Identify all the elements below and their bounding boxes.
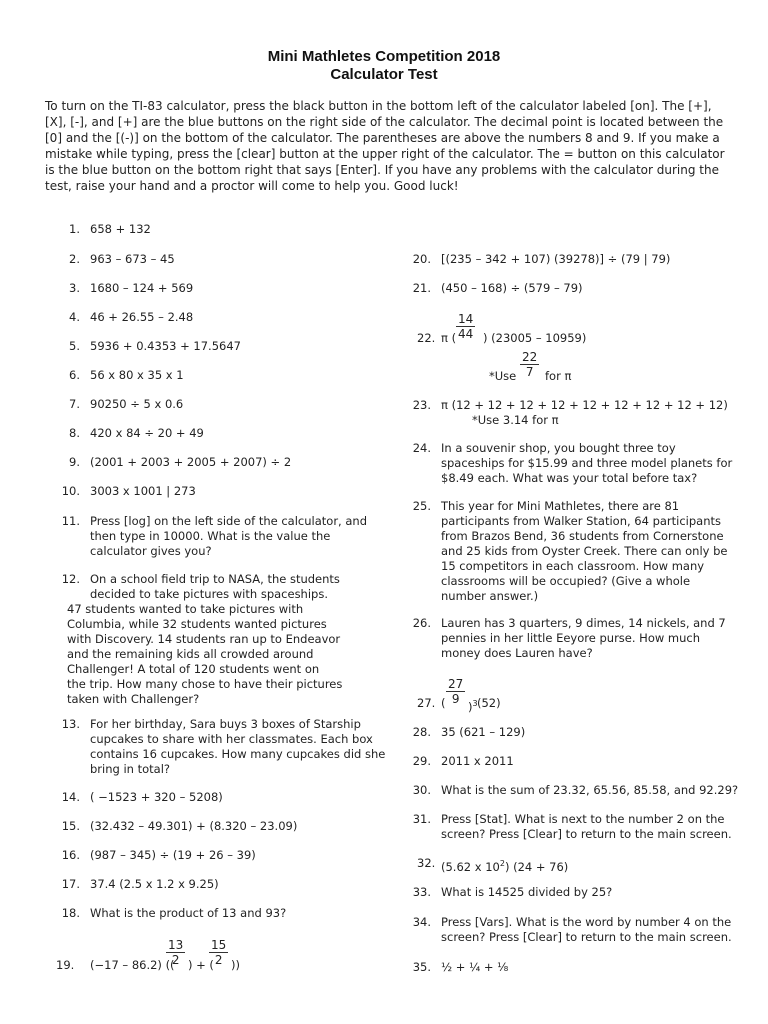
page-title: Mini Mathletes Competition 2018 (267, 48, 501, 65)
denominator: 44 (458, 327, 474, 341)
question-number: 6. (69, 368, 80, 382)
fraction-22-over-7 (520, 350, 539, 379)
question-23 (412, 398, 761, 413)
question-number: 32. (417, 856, 436, 870)
question-22-use-b: for π (545, 369, 572, 383)
question-number: 10. (61, 484, 80, 498)
question-number: 30. (412, 783, 431, 797)
question-number: 22. (417, 331, 436, 345)
question-text: 420 x 84 ÷ 20 + 49 (90, 426, 204, 440)
question-27-text-c: (52) (477, 696, 501, 710)
question-text-line: Columbia, while 32 students wanted pictures (67, 617, 327, 631)
question-text-line: from Brazos Bend, 36 students from Cornerstone (441, 529, 724, 543)
question-text-line: number answer.) (441, 589, 539, 603)
question-27-paren-close: )$^3$ (468, 699, 478, 714)
question-text-line: Press [log] on the left side of the calculator, and (90, 514, 367, 528)
question-7 (56, 397, 390, 412)
question-number: 33. (412, 885, 431, 899)
question-29 (412, 754, 761, 769)
question-8 (56, 426, 390, 441)
question-number: 11. (61, 514, 80, 528)
question-25 (412, 499, 761, 604)
question-number: 23. (412, 398, 431, 412)
question-text-line: This year for Mini Mathletes, there are 81 (441, 499, 680, 513)
question-12 (56, 572, 390, 707)
question-text: 35 (621 – 129) (441, 725, 526, 739)
question-text-line: calculator gives you? (90, 544, 212, 558)
question-text-line: the trip. How many chose to have their pictures (67, 677, 343, 691)
question-text-line: On a school field trip to NASA, the students (90, 572, 340, 586)
exponent: 3 (472, 699, 478, 708)
question-text-line: money does Lauren have? (441, 646, 593, 660)
question-text-line: then type in 10000. What is the value the (90, 529, 331, 543)
question-text-line: $8.49 each. What was your total before tax? (441, 471, 698, 485)
question-text: 963 – 673 – 45 (90, 252, 175, 266)
question-text-line: spaceships for $15.99 and three model planets for (441, 456, 733, 470)
question-number: 13. (61, 717, 80, 731)
question-text: [(235 – 342 + 107) (39278)] ÷ (79 | 79) (441, 252, 671, 266)
question-text-line: with Discovery. 14 students ran up to Endeavor (67, 632, 341, 646)
fraction-14-over-44 (456, 312, 475, 341)
question-6 (56, 368, 390, 383)
question-text-line: pennies in her little Eeyore purse. How much (441, 631, 701, 645)
numerator: 22 (522, 350, 538, 364)
question-text: 56 x 80 x 35 x 1 (90, 368, 184, 382)
question-text: 3003 x 1001 | 273 (90, 484, 196, 498)
question-22-text-a: π ( (441, 331, 457, 345)
question-number: 8. (69, 426, 80, 440)
numerator: 15 (211, 938, 227, 952)
question-27-paren-open: ( (441, 696, 446, 710)
question-text: 2011 x 2011 (441, 754, 514, 768)
question-text: 5936 + 0.4353 + 17.5647 (90, 339, 241, 353)
question-number: 21. (412, 281, 431, 295)
question-33 (412, 885, 761, 900)
question-19-text-b: ) + ( (188, 958, 214, 972)
question-text-line: cupcakes to share with her classmates. Each box (90, 732, 373, 746)
question-number: 26. (412, 616, 431, 630)
question-text: 37.4 (2.5 x 1.2 x 9.25) (90, 877, 219, 891)
question-14 (56, 790, 390, 805)
question-number: 15. (61, 819, 80, 833)
question-number: 12. (61, 572, 80, 586)
question-9 (56, 455, 390, 470)
question-11 (56, 514, 390, 559)
question-28 (412, 725, 761, 740)
question-text: What is the sum of 23.32, 65.56, 85.58, and 92.29? (441, 783, 739, 797)
question-13 (56, 717, 390, 777)
question-2 (56, 252, 390, 267)
question-number: 17. (61, 877, 80, 891)
numerator: 27 (448, 677, 464, 691)
question-number: 14. (61, 790, 80, 804)
question-number: 1. (69, 222, 80, 236)
question-35 (412, 960, 761, 975)
question-number: 19. (56, 958, 75, 972)
question-24 (412, 441, 761, 486)
question-text-line: Challenger! A total of 120 students went on (67, 662, 320, 676)
question-text-line: In a souvenir shop, you bought three toy (441, 441, 676, 455)
question-number: 29. (412, 754, 431, 768)
question-number: 4. (69, 310, 80, 324)
question-text-line: and the remaining kids all crowded around (67, 647, 314, 661)
question-text-line: and 25 kids from Oyster Creek. There can only be (441, 544, 728, 558)
question-text-line: 47 students wanted to take pictures with (67, 602, 304, 616)
question-text: 1680 – 124 + 569 (90, 281, 194, 295)
question-number: 3. (69, 281, 80, 295)
question-4 (56, 310, 390, 325)
question-5 (56, 339, 390, 354)
question-text-line: 15 competitors in each classroom. How many (441, 559, 705, 573)
question-text-line: Press [Stat]. What is next to the number 2 on the (441, 812, 725, 826)
question-text: 90250 ÷ 5 x 0.6 (90, 397, 184, 411)
denominator: 9 (451, 692, 460, 706)
question-text: 46 + 26.55 – 2.48 (90, 310, 194, 324)
instructions-paragraph: To turn on the TI-83 calculator, press the black button in the bottom left of the calculator labeled [on]. The [+], [X], [-], and [+] are the blue buttons on the right side of the calculator. The decimal point is located between the [0] and the [(-)] on the bottom of the calculator. The parentheses are above the numbers 8 and 9. If you make a mistake while typing, press the [clear] button at the upper right of the calculator. The = button on this calculator is the blue button on the bottom right that says [Enter]. If you have any problems with the calculator during the test, raise your hand and a proctor will come to help you. Good luck! (45, 99, 725, 193)
question-number: 28. (412, 725, 431, 739)
fraction-27-over-9 (446, 677, 465, 706)
question-10 (56, 484, 390, 499)
question-1 (56, 222, 390, 237)
question-text-line: Lauren has 3 quarters, 9 dimes, 14 nickels, and 7 (441, 616, 726, 630)
question-text: (2001 + 2003 + 2005 + 2007) ÷ 2 (90, 455, 292, 469)
question-text: What is 14525 divided by 25? (441, 885, 613, 899)
question-text-line: bring in total? (90, 762, 171, 776)
exponent: 2 (499, 859, 505, 868)
question-text-line: For her birthday, Sara buys 3 boxes of Starship (90, 717, 361, 731)
question-text-line: screen? Press [Clear] to return to the main screen. (441, 827, 732, 841)
question-number: 27. (417, 696, 436, 710)
question-19-text-a: (−17 – 86.2) (( (90, 958, 175, 972)
question-text: 658 + 132 (90, 222, 151, 236)
question-number: 18. (61, 906, 80, 920)
question-22-use-a: *Use (489, 369, 517, 383)
question-26 (412, 616, 761, 661)
question-21 (412, 281, 761, 296)
question-19-text-c: )) (231, 958, 240, 972)
question-number: 5. (69, 339, 80, 353)
question-31 (412, 812, 761, 842)
question-34 (412, 915, 761, 945)
question-number: 24. (412, 441, 431, 455)
question-text-line: decided to take pictures with spaceships. (90, 587, 328, 601)
question-15 (56, 819, 390, 834)
question-text-line: participants from Walker Station, 64 participants (441, 514, 722, 528)
question-number: 7. (69, 397, 80, 411)
question-text: (32.432 – 49.301) + (8.320 – 23.09) (90, 819, 298, 833)
question-number: 9. (69, 455, 80, 469)
question-text-line: Press [Vars]. What is the word by number 4 on the (441, 915, 732, 929)
question-text: (450 – 168) ÷ (579 – 79) (441, 281, 583, 295)
question-22-text-b: ) (23005 – 10959) (483, 331, 587, 345)
question-number: 35. (412, 960, 431, 974)
question-text: π (12 + 12 + 12 + 12 + 12 + 12 + 12 + 12 + 12) (441, 398, 728, 412)
question-number: 20. (412, 252, 431, 266)
fraction-15-over-2 (209, 938, 228, 967)
denominator: 7 (525, 365, 534, 379)
question-20 (412, 252, 761, 267)
question-text: (987 – 345) ÷ (19 + 26 – 39) (90, 848, 256, 862)
question-text-line: classrooms will be occupied? (Give a whole (441, 574, 691, 588)
numerator: 13 (168, 938, 184, 952)
fraction-13-over-2 (166, 938, 185, 967)
question-number: 34. (412, 915, 431, 929)
question-3 (56, 281, 390, 296)
question-30 (412, 783, 761, 798)
question-number: 16. (61, 848, 80, 862)
question-16 (56, 848, 390, 863)
question-number: 2. (69, 252, 80, 266)
question-18 (56, 906, 390, 921)
question-32-text-a: (5.62 x $10^2$) (24 + 76) (441, 859, 569, 874)
question-17 (56, 877, 390, 892)
question-text-line: contains 16 cupcakes. How many cupcakes did she (90, 747, 386, 761)
question-text: ½ + ¼ + ⅛ (441, 960, 509, 974)
question-text-line: screen? Press [Clear] to return to the main screen. (441, 930, 732, 944)
denominator: 2 (171, 953, 180, 967)
question-text: What is the product of 13 and 93? (90, 906, 287, 920)
denominator: 2 (214, 953, 223, 967)
question-number: 25. (412, 499, 431, 513)
question-23-note: *Use 3.14 for π (472, 413, 559, 427)
question-text-line: taken with Challenger? (67, 692, 200, 706)
question-number: 31. (412, 812, 431, 826)
numerator: 14 (458, 312, 474, 326)
question-text: ( −1523 + 320 – 5208) (90, 790, 223, 804)
page-subtitle: Calculator Test (330, 66, 438, 83)
